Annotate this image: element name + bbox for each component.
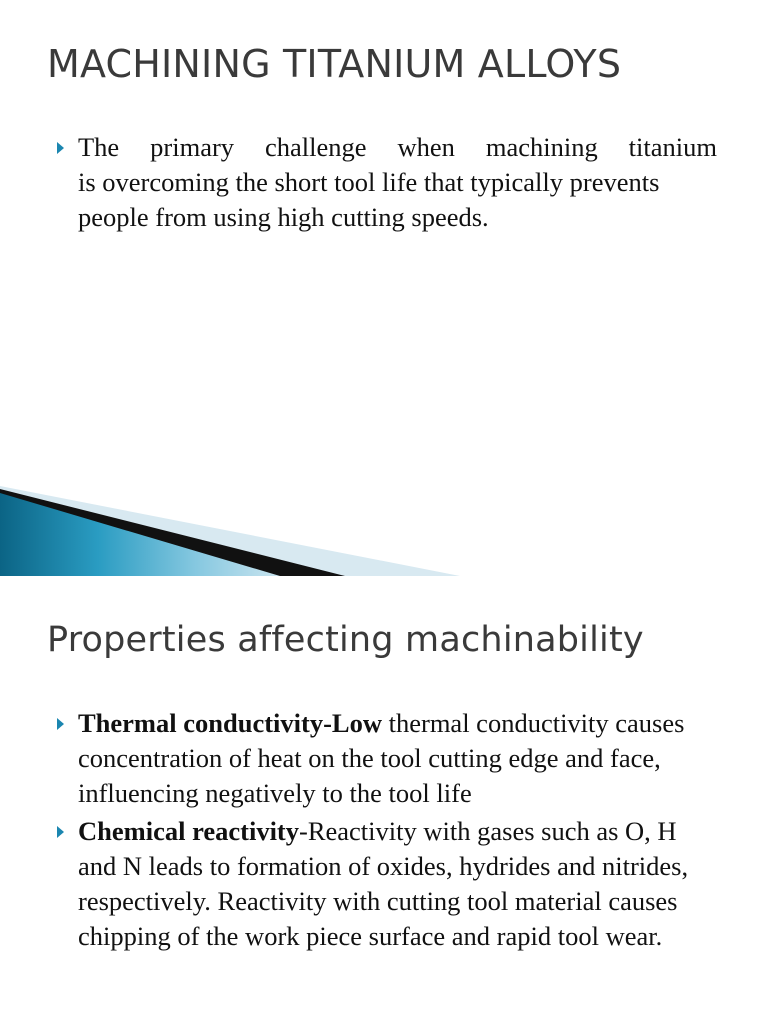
swoosh-decoration: [0, 481, 768, 576]
bullet-term: Chemical reactivity: [78, 816, 300, 846]
slide-title: Properties affecting machinability: [47, 620, 644, 660]
slide-2: [0, 576, 768, 1024]
slide-title: MACHINING TITANIUM ALLOYS: [47, 42, 622, 86]
bullet-item: [55, 706, 717, 811]
bullet-term: Thermal conductivity-Low: [78, 708, 382, 738]
bullet-text: thermal conductivity causes concentration of heat on the tool cutting edge and face, influencing negatively to the tool life: [78, 708, 685, 808]
bullet-list: [55, 706, 717, 957]
bullet-text: is overcoming the short tool life that typically prevents people from using high cutting speeds.: [78, 167, 660, 232]
bullet-text: -Reactivity with gases such as O, H and N leads to formation of oxides, hydrides and nitrides, respectively. Reactivity with cutting tool material causes chipping of the work piece surface and rapid tool wear.: [78, 816, 689, 951]
bullet-item: [55, 130, 717, 235]
triangle-bullet-icon: [57, 826, 64, 838]
triangle-bullet-icon: [57, 142, 64, 154]
bullet-text-first-line: The primary challenge when machining titanium: [78, 132, 717, 162]
bullet-item: [55, 814, 717, 954]
triangle-bullet-icon: [57, 718, 64, 730]
bullet-list: [55, 130, 717, 238]
